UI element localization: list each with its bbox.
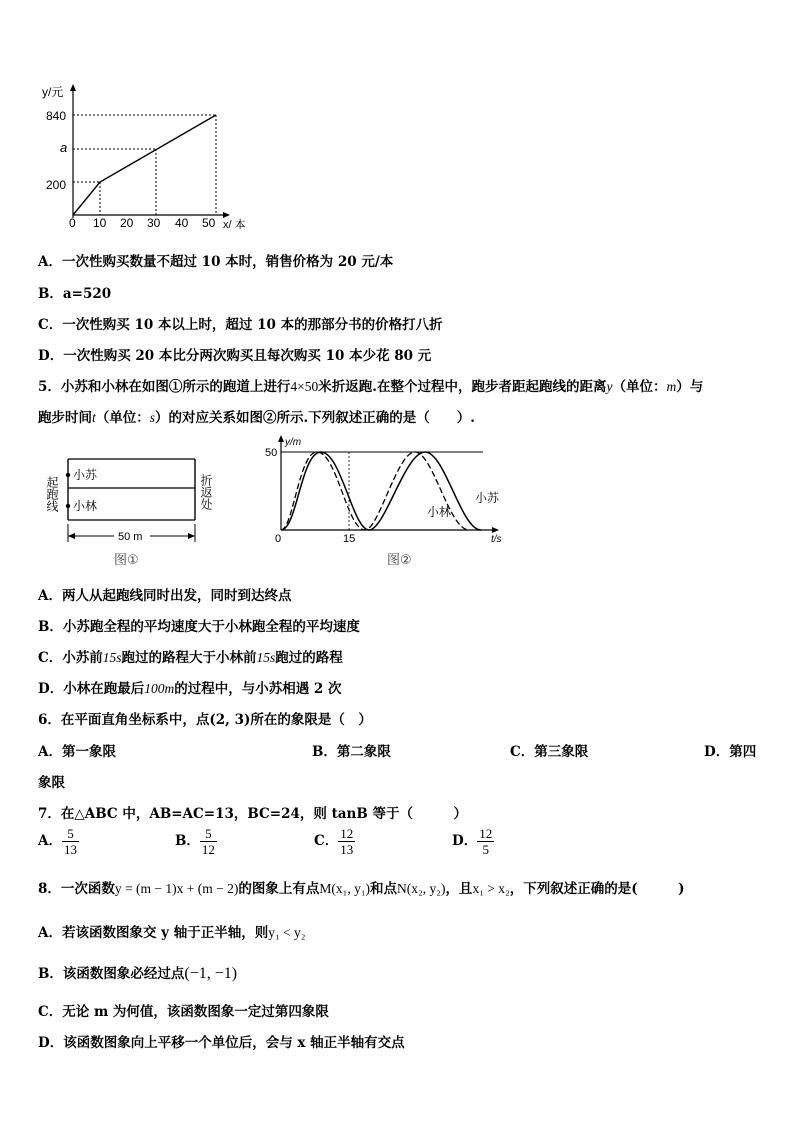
q8-text: ，且 xyxy=(445,881,473,897)
q7-option-a xyxy=(38,826,79,857)
q8-b-expr: (−1, −1) xyxy=(184,965,238,982)
q5-c-text: C．小苏前 xyxy=(38,650,103,666)
q5-stem-line1 xyxy=(38,375,703,395)
q8-func: y = (m − 1)x + (m − 2) xyxy=(114,881,239,896)
q8-a-expr: y₁ < y₂ xyxy=(268,925,306,940)
q6-option-c: C．第三象限 xyxy=(510,744,589,760)
fig1-caption: 图① xyxy=(114,552,139,567)
fig2-caption: 图② xyxy=(387,552,412,567)
track-figure xyxy=(45,444,233,572)
q5-text: ）与 xyxy=(676,379,704,395)
q8-a-text: A．若该函数图象交 y 轴于正半轴，则 xyxy=(38,925,269,941)
q6-option-a: A．第一象限 xyxy=(38,744,116,760)
x-axis-arrow xyxy=(223,212,230,218)
q8-text: 的图象上有点 xyxy=(238,881,320,897)
x-tick-40: 40 xyxy=(175,216,189,230)
q8-b-text: B．该函数图象必经过点 xyxy=(38,966,185,982)
q6-option-b: B．第二象限 xyxy=(312,744,391,760)
q7-a-fraction xyxy=(62,826,79,857)
q5-d-var: 100m xyxy=(144,681,175,696)
y-tick-840: 840 xyxy=(46,109,67,123)
x-tick-50: 50 xyxy=(202,216,216,230)
numerator: 12 xyxy=(340,826,354,841)
q5-option-d xyxy=(38,677,342,697)
x-tick-10: 10 xyxy=(93,216,107,230)
q7-b-label: B． xyxy=(175,833,200,849)
track-length: 50 m xyxy=(118,531,143,543)
q5-var-y: y xyxy=(606,379,613,394)
q5-text: （单位： xyxy=(95,410,150,426)
x-axis-label: x/ 本 xyxy=(223,219,246,231)
q4-option-d: D．一次性购买 20 本比分两次购买且每次购买 10 本少花 80 元 xyxy=(38,348,432,364)
q5-option-c xyxy=(38,646,343,666)
label-lin: 小林 xyxy=(427,505,452,519)
denominator: 5 xyxy=(482,842,489,857)
turn-label: 折返处 xyxy=(199,474,213,510)
runner-dot-lin xyxy=(66,504,70,508)
q4-option-c: C．一次性购买 10 本以上时，超过 10 本的那部分书的价格打八折 xyxy=(38,317,443,333)
q7-c-fraction xyxy=(338,826,355,857)
q5-c-text: 跑过的路程大于小林前 xyxy=(121,650,257,666)
q8-point-m: M(x₁, y₁) xyxy=(319,881,371,896)
q5-text: 米折返跑.在整个过程中，跑步者距起跑线的距离 xyxy=(318,379,607,395)
q6-option-d: D．第四 xyxy=(704,744,757,760)
q7-d-fraction xyxy=(477,826,494,857)
x-tick-20: 20 xyxy=(120,216,134,230)
runner-su-label: 小苏 xyxy=(73,468,98,482)
q5-unit-s: s xyxy=(149,410,156,425)
q5-text: ）的对应关系如图②所示.下列叙述正确的是（ ）. xyxy=(155,410,475,426)
q5-stem-line2 xyxy=(38,406,475,426)
q8-option-a xyxy=(38,921,306,941)
denominator: 12 xyxy=(201,842,215,857)
y-axis-arrow xyxy=(70,84,76,91)
q7-stem: 7．在△ABC 中，AB=AC=13，BC=24，则 tanB 等于（ ） xyxy=(38,806,467,822)
distance-time-graph xyxy=(265,434,515,574)
x-tick-30: 30 xyxy=(147,216,161,230)
q7-option-c xyxy=(314,826,355,857)
q7-a-label: A． xyxy=(38,833,62,849)
q5-unit-m: m xyxy=(666,379,677,394)
q7-d-label: D． xyxy=(452,833,478,849)
q5-option-a: A．两人从起跑线同时出发，同时到达终点 xyxy=(38,588,292,604)
q8-condition: x₁ > x₂ xyxy=(472,881,510,896)
numerator: 12 xyxy=(479,826,493,841)
q7-option-b xyxy=(175,826,217,857)
q5-expr: 4×50 xyxy=(290,379,319,394)
q7-b-fraction xyxy=(200,826,217,857)
runner-dot-su xyxy=(66,473,70,477)
q8-text: ，下列叙述正确的是( ) xyxy=(509,881,685,897)
label-su: 小苏 xyxy=(475,491,500,505)
q5-var-t: t xyxy=(92,410,96,425)
numerator: 5 xyxy=(200,826,217,842)
y-axis-label: y/元 xyxy=(42,85,64,99)
q5-option-b: B．小苏跑全程的平均速度大于小林跑全程的平均速度 xyxy=(38,619,360,635)
q5-text: 跑步时间 xyxy=(38,410,92,426)
q6-option-d-cont: 象限 xyxy=(38,775,65,791)
q8-stem xyxy=(38,877,685,897)
q5-d-text: 的过程中，与小苏相遇 2 次 xyxy=(174,681,342,697)
q8-option-c: C．无论 m 为何值，该函数图象一定过第四象限 xyxy=(38,1004,329,1020)
y-tick-50: 50 xyxy=(265,447,278,459)
q5-text: （单位： xyxy=(612,379,667,395)
q7-option-d xyxy=(452,826,494,857)
q5-text: 5．小苏和小林在如图①所示的跑道上进行 xyxy=(38,379,291,395)
q6-stem: 6．在平面直角坐标系中，点(2, 3)所在的象限是（ ） xyxy=(38,712,372,728)
y-tick-200: 200 xyxy=(46,178,67,192)
price-graph xyxy=(30,78,270,238)
denominator: 13 xyxy=(63,842,77,857)
denominator: 13 xyxy=(340,842,354,857)
dotted-guides xyxy=(73,115,216,215)
q8-point-n: N(x₂, y₂) xyxy=(397,881,446,896)
x-tick-15: 15 xyxy=(343,533,356,545)
q8-text: 8．一次函数 xyxy=(38,881,115,897)
x-axis-label: t/s xyxy=(491,534,502,545)
x-tick-0: 0 xyxy=(69,216,76,230)
q4-option-a: A．一次性购买数量不超过 10 本时，销售价格为 20 元/本 xyxy=(38,254,394,270)
runner-lin-label: 小林 xyxy=(73,499,98,513)
numerator: 5 xyxy=(62,826,79,842)
q8-text: 和点 xyxy=(370,881,398,897)
price-line xyxy=(73,115,216,215)
q8-option-b xyxy=(38,962,237,983)
y-axis-label: y/m xyxy=(285,437,302,448)
q7-c-label: C． xyxy=(314,833,339,849)
start-line-label: 起跑线 xyxy=(45,476,59,512)
x-origin: 0 xyxy=(275,533,282,545)
q5-c-var: 15s xyxy=(102,650,122,665)
q4-option-b: B．a=520 xyxy=(38,286,112,302)
q8-option-d: D．该函数图象向上平移一个单位后，会与 x 轴正半轴有交点 xyxy=(38,1035,405,1051)
q5-c-var: 15s xyxy=(256,650,276,665)
y-tick-a: a xyxy=(60,140,68,155)
q5-d-text: D．小林在跑最后 xyxy=(38,681,145,697)
q5-c-text: 跑过的路程 xyxy=(275,650,343,666)
